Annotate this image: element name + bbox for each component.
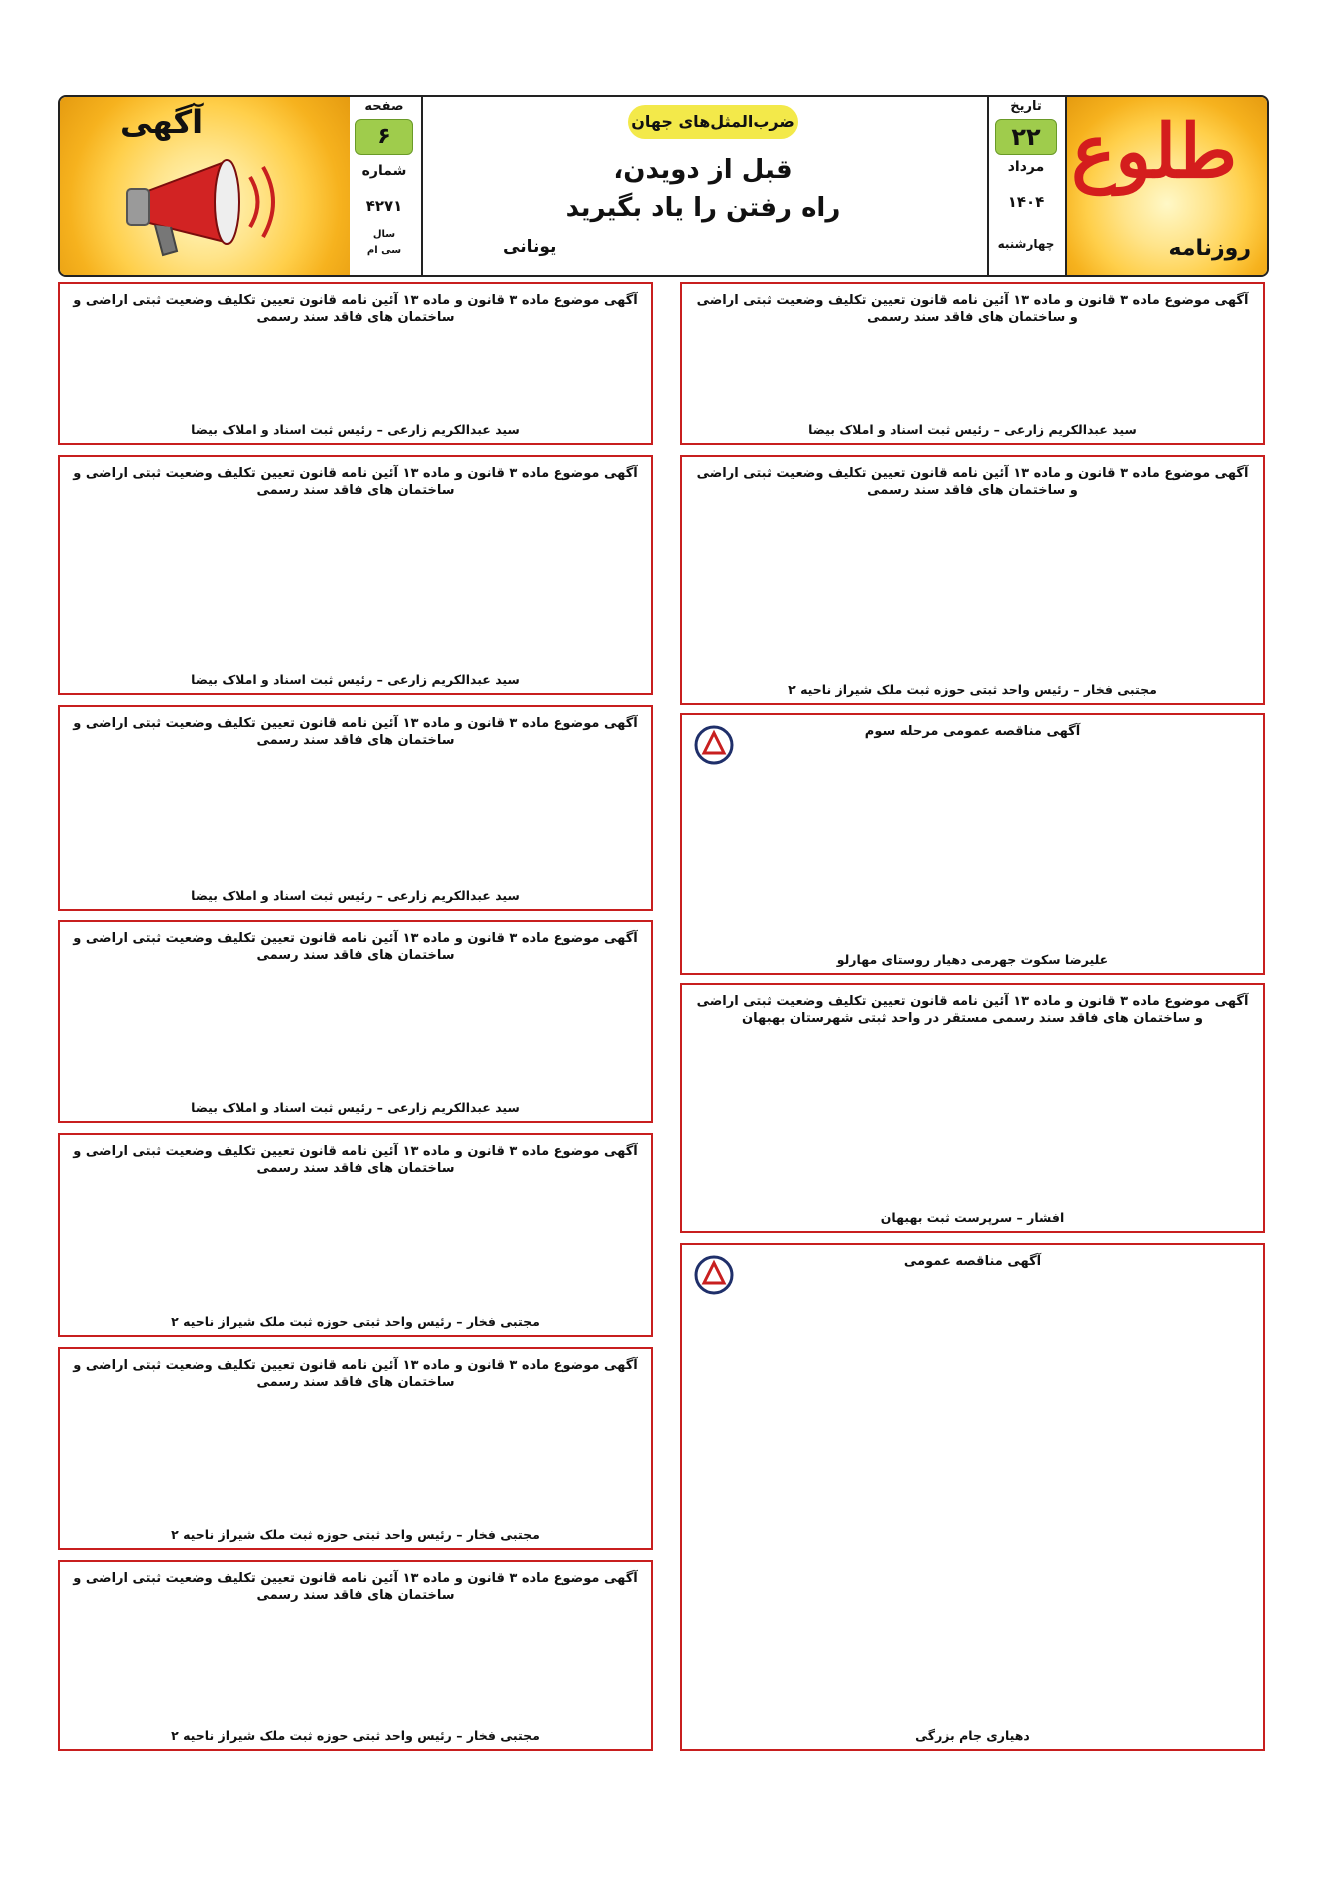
issue-column [347, 97, 419, 275]
notice-title: آگهی موضوع ماده ۳ قانون و ماده ۱۳ آئین نامه قانون تعیین تکلیف وضعیت ثبتی اراضی و ساختمان های فاقد سند رسمی [73, 1358, 638, 1390]
notice-right-1 [680, 282, 1265, 445]
notice-signature: سید عبدالکریم زارعی – رئیس ثبت اسناد و املاک بیضا [191, 888, 520, 903]
notice-title: آگهی مناقصه عمومی [903, 1254, 1042, 1269]
proverb-tag: ضرب‌المثل‌های جهان [628, 105, 798, 139]
megaphone-icon [115, 147, 285, 267]
ad-panel [60, 97, 350, 275]
notice-signature: مجتبی فخار – رئیس واحد ثبتی حوزه ثبت ملک شیراز ناحیه ۲ [788, 682, 1157, 697]
notice-left-5 [58, 1133, 653, 1337]
date-day: ۲۲ [995, 119, 1057, 155]
notice-left-7 [58, 1560, 653, 1751]
notice-right-3 [680, 713, 1265, 975]
notice-signature: سید عبدالکریم زارعی – رئیس ثبت اسناد و املاک بیضا [191, 1100, 520, 1115]
notice-signature: سید عبدالکریم زارعی – رئیس ثبت اسناد و املاک بیضا [191, 422, 520, 437]
year-value: سی ام [366, 245, 402, 256]
notice-signature: سید عبدالکریم زارعی – رئیس ثبت اسناد و املاک بیضا [808, 422, 1137, 437]
notice-title: آگهی موضوع ماده ۳ قانون و ماده ۱۳ آئین نامه قانون تعیین تکلیف وضعیت ثبتی اراضی و ساختمان های فاقد سند رسمی [696, 293, 1249, 325]
notice-right-5 [680, 1243, 1265, 1751]
date-label: تاریخ [1010, 99, 1042, 114]
date-month: مرداد [1007, 159, 1045, 175]
notice-signature: دهیاری جام بزرگی [915, 1728, 1030, 1743]
notice-title: آگهی مناقصه عمومی مرحله سوم [864, 724, 1081, 739]
date-weekday: چهارشنبه [997, 237, 1055, 251]
ad-label: آگهی [120, 103, 204, 141]
issue-label: شماره [361, 163, 407, 179]
notice-signature: علیرضا سکوت جهرمی دهیار روستای مهارلو [836, 952, 1109, 967]
masthead [58, 95, 1269, 277]
proverb-line-2: راه رفتن را یاد بگیرید [565, 193, 841, 223]
page-label: صفحه [364, 99, 404, 114]
notice-signature: مجتبی فخار – رئیس واحد ثبتی حوزه ثبت ملک شیراز ناحیه ۲ [171, 1728, 540, 1743]
notice-title: آگهی موضوع ماده ۳ قانون و ماده ۱۳ آئین نامه قانون تعیین تکلیف وضعیت ثبتی اراضی و ساختمان های فاقد سند رسمی [73, 466, 638, 498]
notice-title: آگهی موضوع ماده ۳ قانون و ماده ۱۳ آئین نامه قانون تعیین تکلیف وضعیت ثبتی اراضی و ساختمان های فاقد سند رسمی [73, 1144, 638, 1176]
notice-signature: مجتبی فخار – رئیس واحد ثبتی حوزه ثبت ملک شیراز ناحیه ۲ [171, 1527, 540, 1542]
notice-title: آگهی موضوع ماده ۳ قانون و ماده ۱۳ آئین نامه قانون تعیین تکلیف وضعیت ثبتی اراضی و ساختمان های فاقد سند رسمی [696, 466, 1249, 498]
date-year: ۱۴۰۴ [1007, 193, 1045, 211]
notice-title: آگهی موضوع ماده ۳ قانون و ماده ۱۳ آئین نامه قانون تعیین تکلیف وضعیت ثبتی اراضی و ساختمان های فاقد سند رسمی [73, 931, 638, 963]
notice-left-6 [58, 1347, 653, 1550]
notice-left-4 [58, 920, 653, 1123]
issue-number: ۴۲۷۱ [365, 197, 403, 215]
proverb-line-1: قبل از دویدن، [613, 155, 793, 185]
brand-panel [1065, 97, 1267, 275]
notice-title: آگهی موضوع ماده ۳ قانون و ماده ۱۳ آئین نامه قانون تعیین تکلیف وضعیت ثبتی اراضی و ساختمان های فاقد سند رسمی [73, 1571, 638, 1603]
notice-title: آگهی موضوع ماده ۳ قانون و ماده ۱۳ آئین نامه قانون تعیین تکلیف وضعیت ثبتی اراضی و ساختمان های فاقد سند رسمی [73, 716, 638, 748]
notice-right-4 [680, 983, 1265, 1233]
date-column [987, 97, 1063, 275]
notice-title: آگهی موضوع ماده ۳ قانون و ماده ۱۳ آئین نامه قانون تعیین تکلیف وضعیت ثبتی اراضی و ساختمان های فاقد سند رسمی مستقر در واحد ثبتی شهرستان بهبهان [696, 994, 1249, 1026]
notice-signature: افشار – سرپرست ثبت بهبهان [880, 1210, 1065, 1225]
newspaper-logo: طلوع [1071, 109, 1237, 195]
year-label: سال [372, 229, 396, 240]
notice-signature: مجتبی فخار – رئیس واحد ثبتی حوزه ثبت ملک شیراز ناحیه ۲ [171, 1314, 540, 1329]
notice-left-1 [58, 282, 653, 445]
notice-left-3 [58, 705, 653, 911]
proverb-source: یونانی [503, 237, 557, 257]
notice-left-2 [58, 455, 653, 695]
notice-right-2 [680, 455, 1265, 705]
proverb-area [421, 97, 983, 275]
newspaper-type-label: روزنامه [1168, 236, 1251, 261]
page-number: ۶ [355, 119, 413, 155]
notice-signature: سید عبدالکریم زارعی – رئیس ثبت اسناد و املاک بیضا [191, 672, 520, 687]
notice-title: آگهی موضوع ماده ۳ قانون و ماده ۱۳ آئین نامه قانون تعیین تکلیف وضعیت ثبتی اراضی و ساختمان های فاقد سند رسمی [73, 293, 638, 325]
